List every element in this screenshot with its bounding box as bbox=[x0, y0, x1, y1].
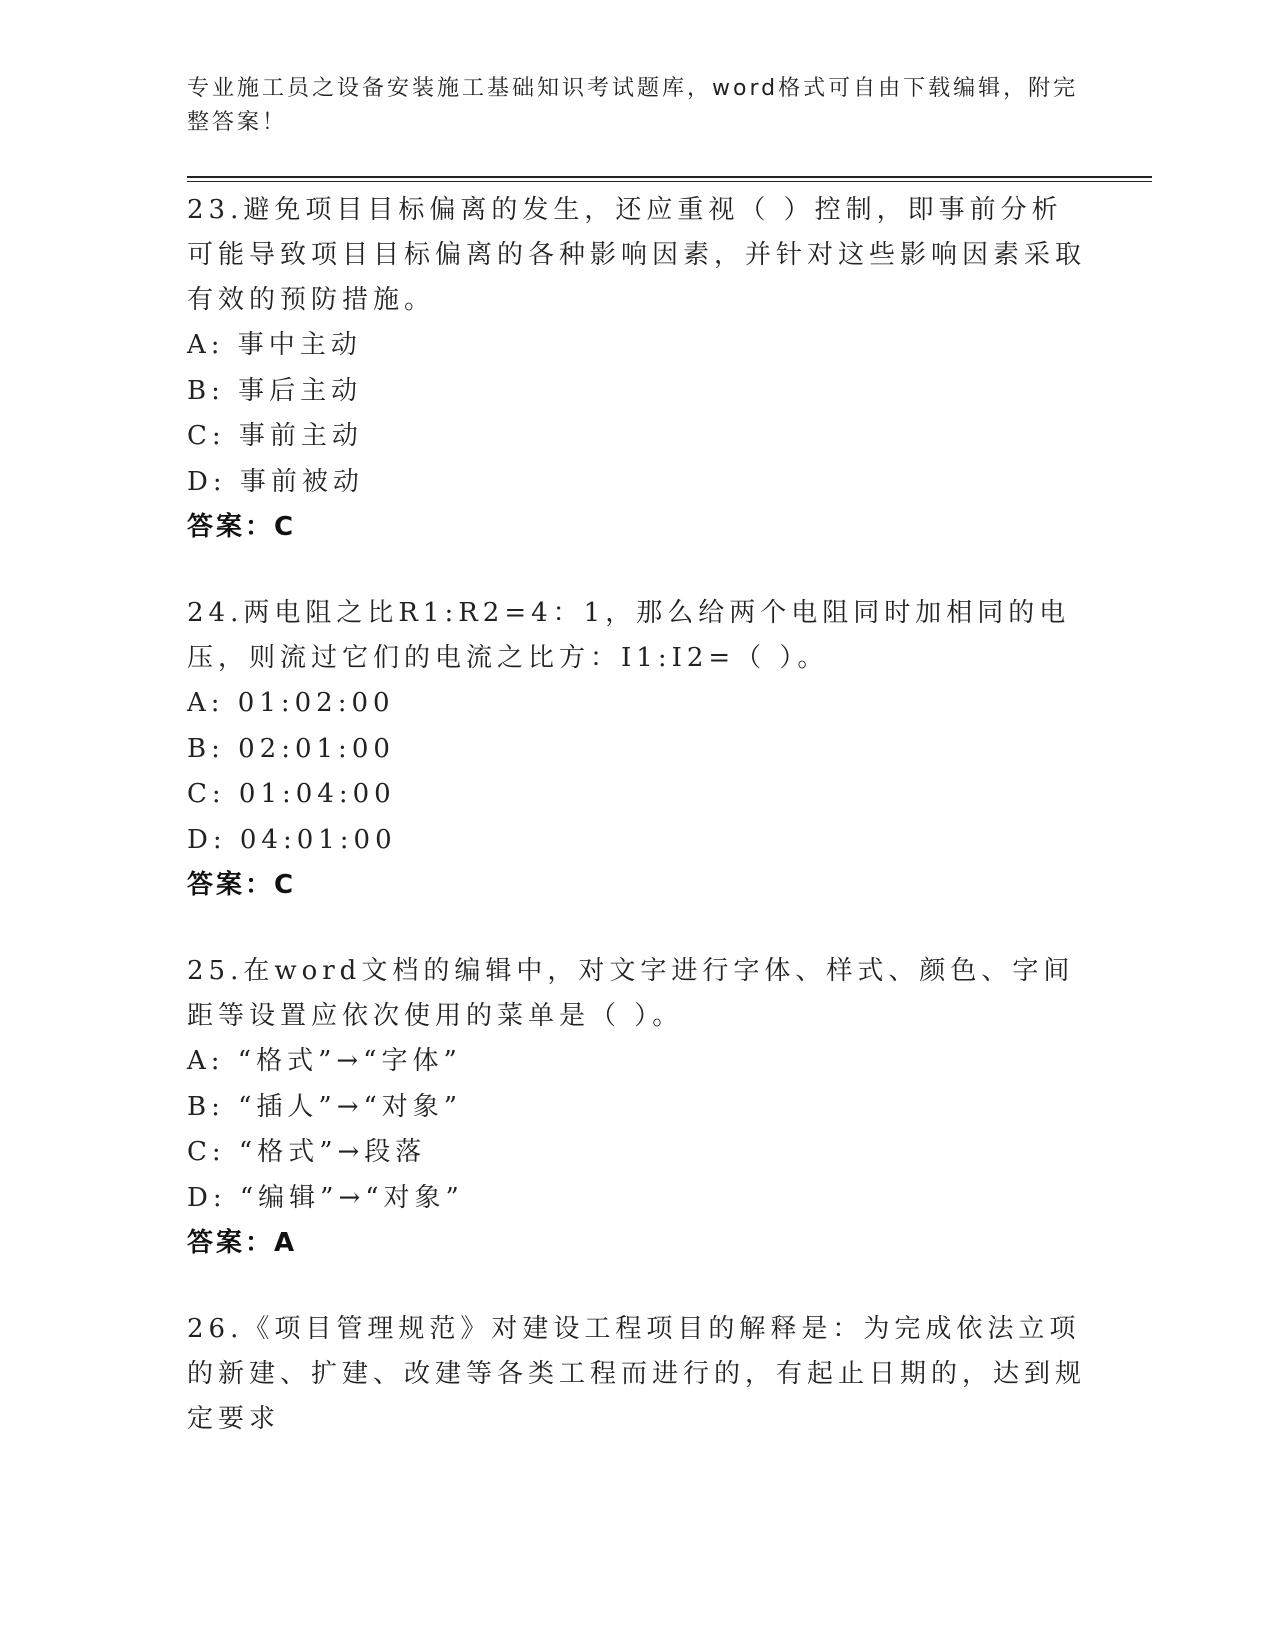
option-d: D: “编辑”→“对象” bbox=[187, 1182, 464, 1213]
option-b: B: 事后主动 bbox=[187, 375, 363, 406]
option-a: A: 01:02:00 bbox=[187, 688, 395, 718]
answer-line: 答案：C bbox=[187, 512, 297, 542]
question-stem: 25.在word文档的编辑中，对文字进行字体、样式、颜色、字间距等设置应依次使用的菜单是（ ）。 bbox=[187, 956, 1075, 1031]
option-b: B: “插人”→“对象” bbox=[187, 1091, 463, 1122]
option-a: A: “格式”→“字体” bbox=[187, 1046, 462, 1076]
question-23 bbox=[187, 188, 1087, 550]
option-a: A: 事中主动 bbox=[187, 330, 362, 360]
question-stem: 24.两电阻之比R1:R2=4：1，那么给两个电阻同时加相同的电压，则流过它们的电流之比方：I1:I2=（ ）。 bbox=[187, 598, 1071, 673]
answer-line: 答案：C bbox=[187, 870, 297, 900]
header-rule-thin bbox=[187, 181, 1152, 182]
question-24 bbox=[187, 591, 1087, 908]
option-d: D: 04:01:00 bbox=[187, 824, 397, 855]
answer-line: 答案：A bbox=[187, 1228, 298, 1258]
question-26 bbox=[187, 1307, 1087, 1442]
page-header: 专业施工员之设备安装施工基础知识考试题库，word格式可自由下载编辑，附完整答案！ bbox=[187, 76, 1079, 135]
question-stem: 23.避免项目目标偏离的发生，还应重视（ ）控制，即事前分析可能导致项目目标偏离的各种影响因素，并针对这些影响因素采取有效的预防措施。 bbox=[187, 195, 1087, 315]
option-c: C: 事前主动 bbox=[187, 421, 363, 451]
question-stem: 26.《项目管理规范》对建设工程项目的解释是：为完成依法立项的新建、扩建、改建等各类工程而进行的，有起止日期的，达到规定要求 bbox=[187, 1314, 1087, 1434]
question-list bbox=[187, 188, 1087, 1483]
question-25 bbox=[187, 949, 1087, 1266]
option-c: C: 01:04:00 bbox=[187, 779, 396, 809]
option-d: D: 事前被动 bbox=[187, 466, 364, 497]
option-c: C: “格式”→段落 bbox=[187, 1137, 427, 1167]
option-b: B: 02:01:00 bbox=[187, 733, 395, 764]
header-rule-thick bbox=[187, 176, 1152, 178]
